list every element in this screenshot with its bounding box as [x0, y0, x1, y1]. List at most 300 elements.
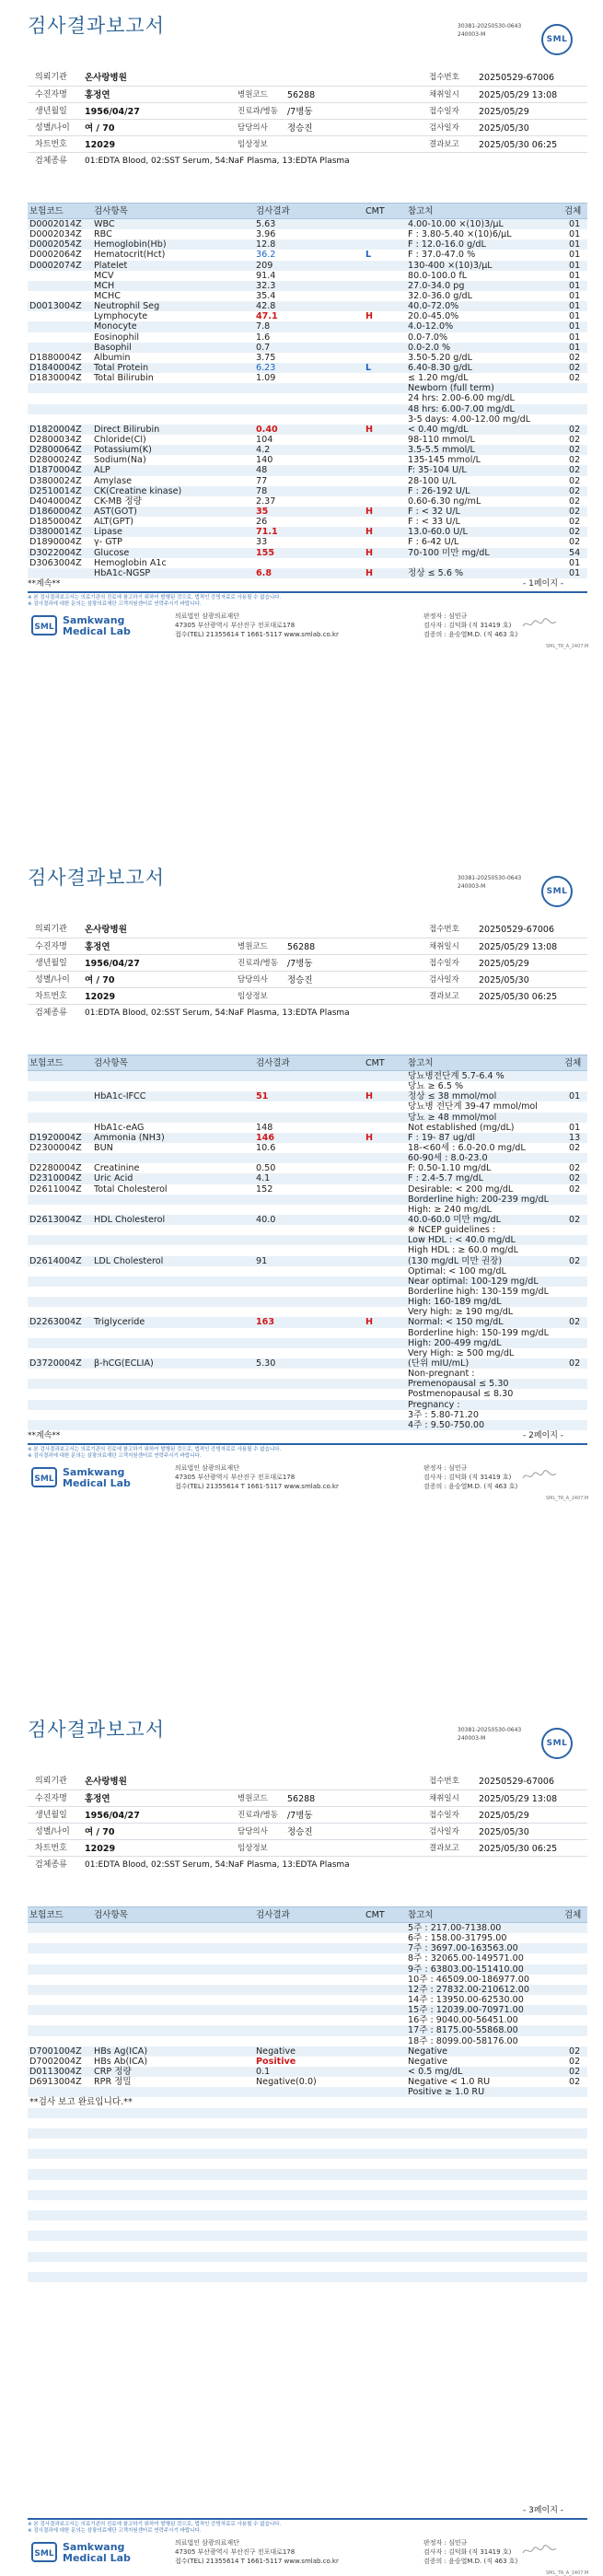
chart-value: 12029: [85, 992, 116, 1002]
specimen-code: 02: [569, 1317, 581, 1328]
reference-range: < 0.40 mg/dL: [408, 424, 469, 435]
test-item: Glucose: [94, 547, 130, 558]
column-header: 검체: [564, 1910, 582, 1920]
reference-range: 3.5-5.5 mmol/L: [408, 445, 475, 456]
table-row: [28, 2139, 587, 2149]
tested-label: 검사일자: [429, 975, 459, 985]
column-header: 참고치: [408, 206, 434, 216]
test-item: HBs Ab(ICA): [94, 2056, 148, 2067]
insurance-code: D1830004Z: [29, 373, 82, 384]
page-number: - 2페이지 -: [523, 1431, 564, 1440]
reference-range: 0.60-6.30 ng/mL: [408, 495, 481, 507]
table-row: [28, 393, 587, 403]
birth-value: 1956/04/27: [85, 959, 140, 969]
reference-range: Not established (mg/dL): [408, 1122, 515, 1133]
test-result: 3.75: [256, 352, 276, 363]
test-item: Neutrophil Seg: [94, 301, 160, 312]
form-code: SML_TR_A_2407.M: [546, 644, 589, 649]
reference-range: 당뇨병 전단계 39-47 mmol/mol: [408, 1102, 538, 1113]
header-row: [28, 987, 587, 1004]
chart-label: 차트번호: [35, 1844, 67, 1853]
test-item: Lymphocyte: [94, 311, 148, 322]
reported-label: 결과보고: [429, 1844, 459, 1853]
header-row: [28, 152, 587, 169]
test-item: Potassium(K): [94, 445, 152, 456]
insurance-code: D3720004Z: [29, 1358, 82, 1369]
reference-range: F : 19- 87 ug/dl: [408, 1132, 475, 1143]
reference-range: 당뇨 ≥ 48 mmol/mol: [408, 1112, 497, 1123]
table-row: [28, 291, 587, 301]
test-item: WBC: [94, 219, 115, 229]
institution-label: 의뢰기관: [35, 1777, 67, 1786]
reference-range: F : 37.0-47.0 %: [408, 250, 476, 261]
table-row: [28, 414, 587, 425]
test-item: HbA1c-eAG: [94, 1122, 145, 1133]
received-label: 접수일자: [429, 1811, 459, 1820]
form-code: SML_TR_A_2407.M: [546, 2570, 589, 2576]
reference-range: 4.00-10.00 ×(10)3/μL: [408, 219, 504, 229]
table-row: [28, 1091, 587, 1102]
table-row: [28, 219, 587, 229]
institution-value: 온사랑병원: [85, 925, 127, 935]
lab-name-line: Samkwang: [63, 614, 125, 626]
reference-range: Normal: < 150 mg/dL: [408, 1317, 504, 1328]
specimen-code: 02: [569, 1173, 581, 1184]
table-row: [28, 239, 587, 250]
test-result: 33: [256, 537, 268, 548]
reference-range: 24 hrs: 2.00-6.00 mg/dL: [408, 393, 515, 404]
table-row: [28, 507, 587, 517]
notice-line: ※ 본 검사결과보고서는 의료기관의 진료에 참고하기 위하여 발행된 것으로, 법적인 증빙자료로 사용될 수 없습니다.: [28, 2522, 282, 2527]
test-result: 0.1: [256, 2066, 271, 2077]
test-result: Positive: [256, 2056, 296, 2067]
document-id-line: 240003-M: [458, 1735, 486, 1742]
reference-range: 27.0-34.0 pg: [408, 280, 465, 291]
chart-value: 12029: [85, 140, 116, 150]
table-row: [28, 425, 587, 435]
test-result: 35: [256, 506, 269, 517]
result-flag: H: [365, 527, 374, 538]
reference-range: Desirable: < 200 mg/dL: [408, 1183, 514, 1195]
birth-value: 1956/04/27: [85, 1811, 140, 1821]
lab-name: [63, 615, 131, 637]
test-item: Sodium(Na): [94, 455, 146, 466]
notice-line: ※ 검사결과에 대한 문의는 삼광의료재단 고객지원센터로 연락주시기 바랍니다.: [28, 601, 202, 607]
signatory-line: 검증의 : 윤승열M.D. (직 463 호): [423, 2558, 518, 2565]
table-row: [28, 1985, 587, 1995]
reference-range: F : 6-42 U/L: [408, 537, 459, 548]
name-label: 수진자명: [35, 942, 67, 951]
header-row: [28, 69, 587, 86]
column-header: 검체: [564, 206, 582, 216]
document-id-line: 30381-20250530-0643: [458, 1727, 522, 1733]
specimen-code: 02: [569, 527, 581, 538]
column-header: 검사결과: [256, 1910, 290, 1920]
result-flag: H: [365, 1091, 374, 1102]
reference-range: < 0.5 mg/dL: [408, 2066, 463, 2077]
table-row: [28, 476, 587, 486]
test-result: 6.8: [256, 567, 272, 578]
table-row: [28, 2200, 587, 2210]
name-value: 홍정연: [85, 942, 110, 952]
sml-logo: [541, 24, 573, 55]
reference-range: 5주 : 217.00-7138.00: [408, 1923, 502, 1933]
test-item: β-hCG(ECLIA): [94, 1358, 154, 1369]
birth-value: 1956/04/27: [85, 107, 140, 117]
reference-range: 9주 : 63803.00-151410.00: [408, 1964, 524, 1975]
reference-range: (단위 mIU/mL): [408, 1358, 470, 1369]
reported-label: 결과보고: [429, 140, 459, 149]
tested-value: 2025/05/30: [479, 123, 529, 134]
insurance-code: D7002004Z: [29, 2056, 82, 2067]
header-row: [28, 938, 587, 954]
doctor-label: 담당의사: [238, 123, 268, 133]
reference-range: 48 hrs: 6.00-7.00 mg/dL: [408, 403, 515, 414]
birth-label: 생년월일: [35, 959, 67, 968]
test-result: 5.63: [256, 219, 276, 229]
reference-range: 20.0-45.0%: [408, 311, 459, 322]
header-row: [28, 135, 587, 152]
reference-range: 정상 ≤ 5.6 %: [408, 567, 464, 578]
test-item: HBs Ag(ICA): [94, 2046, 148, 2057]
reference-range: Very high: ≥ 190 mg/dL: [408, 1307, 514, 1318]
table-row: [28, 373, 587, 383]
name-value: 홍정연: [85, 1794, 110, 1804]
clinical-label: 임상정보: [238, 992, 268, 1001]
reference-range: 40.0-72.0%: [408, 301, 459, 312]
specimen-code: 01: [569, 280, 581, 291]
address-line: 접수(TEL) 21355614 T 1661-5117 www.smlab.co.kr: [175, 631, 339, 638]
table-row: [28, 527, 587, 537]
test-item: Monocyte: [94, 321, 137, 332]
receipt-no-value: 20250529-67006: [479, 73, 555, 83]
reference-range: Near optimal: 100-129 mg/dL: [408, 1276, 539, 1287]
test-item: Triglyceride: [94, 1317, 145, 1328]
sml-logo: [541, 876, 573, 907]
test-result: 7.8: [256, 321, 271, 332]
result-flag: H: [365, 424, 374, 435]
reference-range: 14주 : 13950.00-62530.00: [408, 1994, 524, 2005]
result-flag: H: [365, 311, 374, 322]
test-result: 155: [256, 547, 275, 558]
column-header: 검사항목: [94, 1910, 128, 1920]
address-line: 접수(TEL) 21355614 T 1661-5117 www.smlab.co.kr: [175, 1483, 339, 1490]
table-row: [28, 2190, 587, 2200]
test-result: 3.96: [256, 229, 276, 240]
insurance-code: D2611004Z: [29, 1183, 82, 1195]
table-row: [28, 2149, 587, 2159]
column-header: 참고치: [408, 1910, 434, 1920]
reference-range: 8주 : 32065.00-149571.00: [408, 1953, 524, 1964]
table-row: [28, 1943, 587, 1953]
reference-range: F : < 32 U/L: [408, 506, 460, 517]
specimen-code: 02: [569, 2046, 581, 2057]
table-row: [28, 465, 587, 475]
insurance-code: D0113004Z: [29, 2066, 82, 2077]
table-row: [28, 1071, 587, 1081]
reference-range: 40.0-60.0 미만 mg/dL: [408, 1214, 501, 1225]
reference-range: 0.0-7.0%: [408, 332, 448, 343]
reported-value: 2025/05/30 06:25: [479, 140, 558, 150]
address-line: 의료법인 삼광의료재단: [175, 2539, 239, 2547]
test-result: Negative: [256, 2046, 296, 2057]
test-item: CRP 정량: [94, 2066, 132, 2077]
table-row: [28, 1266, 587, 1276]
received-label: 접수일자: [429, 959, 459, 968]
table-row: [28, 2108, 587, 2118]
reference-range: Optimal: < 100 mg/dL: [408, 1265, 506, 1276]
reference-range: F : 2.4-5.7 mg/dL: [408, 1173, 483, 1184]
samkwang-mark-icon: [31, 2538, 59, 2566]
insurance-code: D4040004Z: [29, 495, 82, 507]
document-id-line: 240003-M: [458, 31, 486, 38]
insurance-code: D3800024Z: [29, 475, 82, 486]
insurance-code: D2510014Z: [29, 485, 82, 496]
test-result: 12.8: [256, 239, 276, 251]
reference-range: ※ NCEP guidelines :: [408, 1225, 496, 1236]
clinical-label: 임상정보: [238, 1844, 268, 1853]
table-row: [28, 558, 587, 568]
insurance-code: D1920004Z: [29, 1132, 82, 1143]
results-table: [28, 1923, 587, 2292]
reference-range: Negative: [408, 2056, 448, 2067]
ward-value: 56288: [287, 90, 316, 100]
test-item: Platelet: [94, 260, 128, 271]
continued-marker: **계속**: [28, 1431, 61, 1440]
table-row: [28, 2252, 587, 2262]
insurance-code: D2614004Z: [29, 1255, 82, 1266]
result-flag: H: [365, 1132, 374, 1143]
test-result: 71.1: [256, 527, 278, 538]
collected-label: 채취일시: [429, 942, 459, 951]
reference-range: 28-100 U/L: [408, 475, 457, 486]
test-result: 35.4: [256, 290, 276, 301]
test-item: CK(Creatine kinase): [94, 485, 182, 496]
table-row: [28, 2169, 587, 2179]
table-row: [28, 1245, 587, 1255]
test-item: Hematocrit(Hct): [94, 250, 166, 261]
doctor-value: 정승진: [287, 1827, 313, 1837]
test-result: Negative(0.0): [256, 2077, 317, 2088]
document-id: [458, 1726, 521, 1743]
table-row: [28, 2067, 587, 2077]
table-row: [28, 363, 587, 373]
svg-text:SML: SML: [34, 2549, 54, 2559]
reference-range: High: 200-499 mg/dL: [408, 1337, 502, 1348]
clinical-label: 임상정보: [238, 140, 268, 149]
test-item: Total Bilirubin: [94, 373, 154, 384]
tested-value: 2025/05/30: [479, 1827, 529, 1837]
test-item: AST(GOT): [94, 506, 137, 517]
doctor-value: 정승진: [287, 123, 313, 134]
table-row: [28, 1933, 587, 1943]
test-item: ALT(GPT): [94, 517, 134, 528]
table-row: [28, 2036, 587, 2046]
reference-range: ≤ 1.20 mg/dL: [408, 373, 469, 384]
test-item: LDL Cholesterol: [94, 1255, 164, 1266]
table-row: [28, 2025, 587, 2035]
reference-range: 3.50-5.20 g/dL: [408, 352, 472, 363]
reference-range: Pregnancy :: [408, 1399, 460, 1410]
specimen-code: 02: [569, 1163, 581, 1174]
sex-age-value: 여 / 70: [85, 1827, 115, 1837]
table-row: [28, 1163, 587, 1173]
received-value: 2025/05/29: [479, 107, 529, 117]
insurance-code: D2280004Z: [29, 1163, 82, 1174]
reference-range: (130 mg/dL 미만 권장): [408, 1255, 503, 1266]
table-row: [28, 1215, 587, 1225]
reference-range: 16주 : 9040.00-56451.00: [408, 2015, 518, 2026]
specimen-code: 02: [569, 1214, 581, 1225]
specimen-code: 13: [569, 1132, 581, 1143]
specimen-code: 01: [569, 342, 581, 353]
results-table: [28, 219, 587, 578]
samkwang-mark-icon: [31, 612, 59, 639]
table-row: [28, 1184, 587, 1195]
specimen-code: 02: [569, 2066, 581, 2077]
specimen-code: 02: [569, 455, 581, 466]
ward-value: 56288: [287, 942, 316, 952]
table-row: [28, 2220, 587, 2231]
table-row: [28, 281, 587, 291]
dept-value: /7병동: [287, 107, 313, 117]
address-line: 의료법인 삼광의료재단: [175, 612, 239, 620]
table-row: [28, 1400, 587, 1410]
reference-range: F : 12.0-16.0 g/dL: [408, 239, 486, 251]
test-result: 0.7: [256, 342, 271, 353]
reference-range: F: 0.50-1.10 mg/dL: [408, 1163, 492, 1174]
specimen-code: 02: [569, 434, 581, 445]
reference-range: Negative < 1.0 RU: [408, 2077, 491, 2088]
reference-range: 7주 : 3697.00-163563.00: [408, 1943, 518, 1954]
insurance-code: D0002064Z: [29, 250, 82, 261]
specimen-code: 01: [569, 1091, 581, 1102]
reference-range: Non-pregnant :: [408, 1369, 475, 1380]
table-row: [28, 1276, 587, 1287]
test-result: 0.40: [256, 424, 278, 435]
table-row: [28, 496, 587, 507]
document-id-line: 30381-20250530-0643: [458, 23, 522, 29]
reference-range: 70-100 미만 mg/dL: [408, 547, 490, 558]
table-row: [28, 1256, 587, 1266]
reference-range: 4주 : 9.50-750.00: [408, 1419, 485, 1430]
chart-value: 12029: [85, 1844, 116, 1854]
insurance-code: D0002034Z: [29, 229, 82, 240]
table-row: [28, 2241, 587, 2251]
test-result: 4.2: [256, 445, 271, 456]
dept-value: /7병동: [287, 1811, 313, 1821]
table-row: [28, 343, 587, 353]
lab-address: [175, 2538, 339, 2566]
header-row: [28, 86, 587, 102]
table-row: [28, 1348, 587, 1358]
table-row: [28, 229, 587, 239]
specimen-code: 02: [569, 1142, 581, 1153]
test-result: 163: [256, 1317, 275, 1328]
receipt-no-label: 접수번호: [429, 1777, 459, 1786]
received-label: 접수일자: [429, 107, 459, 116]
test-item: BUN: [94, 1142, 113, 1153]
reference-range: 80.0-100.0 fL: [408, 270, 468, 281]
test-item: Creatinine: [94, 1163, 140, 1174]
table-row: [28, 1123, 587, 1133]
report-title: 검사결과보고서: [28, 1719, 166, 1741]
signatory-line: 검사자 : 김덕화 (직 31419 호): [423, 1474, 512, 1481]
test-result: 146: [256, 1132, 275, 1143]
form-code: SML_TR_A_2407.M: [546, 1496, 589, 1501]
svg-text:SML: SML: [34, 623, 54, 632]
table-row: [28, 1379, 587, 1389]
insurance-code: D7001004Z: [29, 2046, 82, 2057]
table-row: [28, 486, 587, 496]
signatory-line: 검사자 : 김덕화 (직 31419 호): [423, 622, 512, 629]
dept-label: 진료과/병동: [238, 1811, 278, 1820]
reference-range: F: 35-104 U/L: [408, 465, 467, 476]
name-value: 홍정연: [85, 90, 110, 100]
patient-header: [28, 921, 587, 1020]
sml-logo: [541, 1728, 573, 1759]
column-header: CMT: [365, 206, 385, 216]
logo-text: SML: [546, 1738, 568, 1748]
reference-range: 당뇨병전단계 5.7-6.4 %: [408, 1071, 504, 1081]
test-item: Albumin: [94, 352, 131, 363]
table-row: [28, 1153, 587, 1163]
specimen-code: 02: [569, 1255, 581, 1266]
table-row: [28, 2272, 587, 2282]
lab-name: [63, 1467, 131, 1489]
notice-line: ※ 검사결과에 대한 문의는 삼광의료재단 고객지원센터로 연락주시기 바랍니다.: [28, 2528, 202, 2534]
test-item: RPR 정밀: [94, 2077, 132, 2088]
table-row: [28, 2087, 587, 2097]
test-result: 26: [256, 517, 268, 528]
table-row: [28, 2057, 587, 2067]
report-complete-text: **검사 보고 완료입니다.**: [29, 2097, 133, 2108]
header-row: [28, 1806, 587, 1823]
reference-range: 18-<60세 : 6.0-20.0 mg/dL: [408, 1142, 526, 1153]
ward-label: 병원코드: [238, 1794, 268, 1803]
reference-range: Low HDL : < 40.0 mg/dL: [408, 1235, 516, 1246]
table-row: [28, 1420, 587, 1430]
address-line: 47305 부산광역시 부산진구 전포대로178: [175, 2548, 296, 2556]
table-row: [28, 517, 587, 527]
specimen-label: 검체종류: [35, 1008, 67, 1018]
specimen-code: 01: [569, 1122, 581, 1133]
test-item: Amylase: [94, 475, 133, 486]
test-result: 2.37: [256, 495, 276, 507]
table-row: [28, 261, 587, 271]
table-row: [28, 1113, 587, 1123]
column-header: CMT: [365, 1058, 385, 1068]
lab-address: [175, 612, 339, 639]
reference-range: Postmenopausal ≤ 8.30: [408, 1389, 514, 1400]
table-row: [28, 1133, 587, 1143]
test-result: 36.2: [256, 250, 276, 261]
specimen-code: 01: [569, 557, 581, 568]
specimen-code: 02: [569, 445, 581, 456]
results-table: [28, 1071, 587, 1430]
test-item: Chloride(Cl): [94, 434, 146, 445]
notice-line: ※ 본 검사결과보고서는 의료기관의 진료에 참고하기 위하여 발행된 것으로, 법적인 증빙자료로 사용될 수 없습니다.: [28, 1447, 282, 1452]
reference-range: 13.0-60.0 U/L: [408, 527, 468, 538]
table-row: [28, 321, 587, 332]
header-row: [28, 1004, 587, 1020]
specimen-code: 02: [569, 506, 581, 517]
reference-range: 3주 : 5.80-71.20: [408, 1409, 479, 1420]
tested-label: 검사일자: [429, 1827, 459, 1836]
table-row: [28, 301, 587, 311]
test-item: CK-MB 정량: [94, 495, 142, 507]
table-row: [28, 1081, 587, 1091]
